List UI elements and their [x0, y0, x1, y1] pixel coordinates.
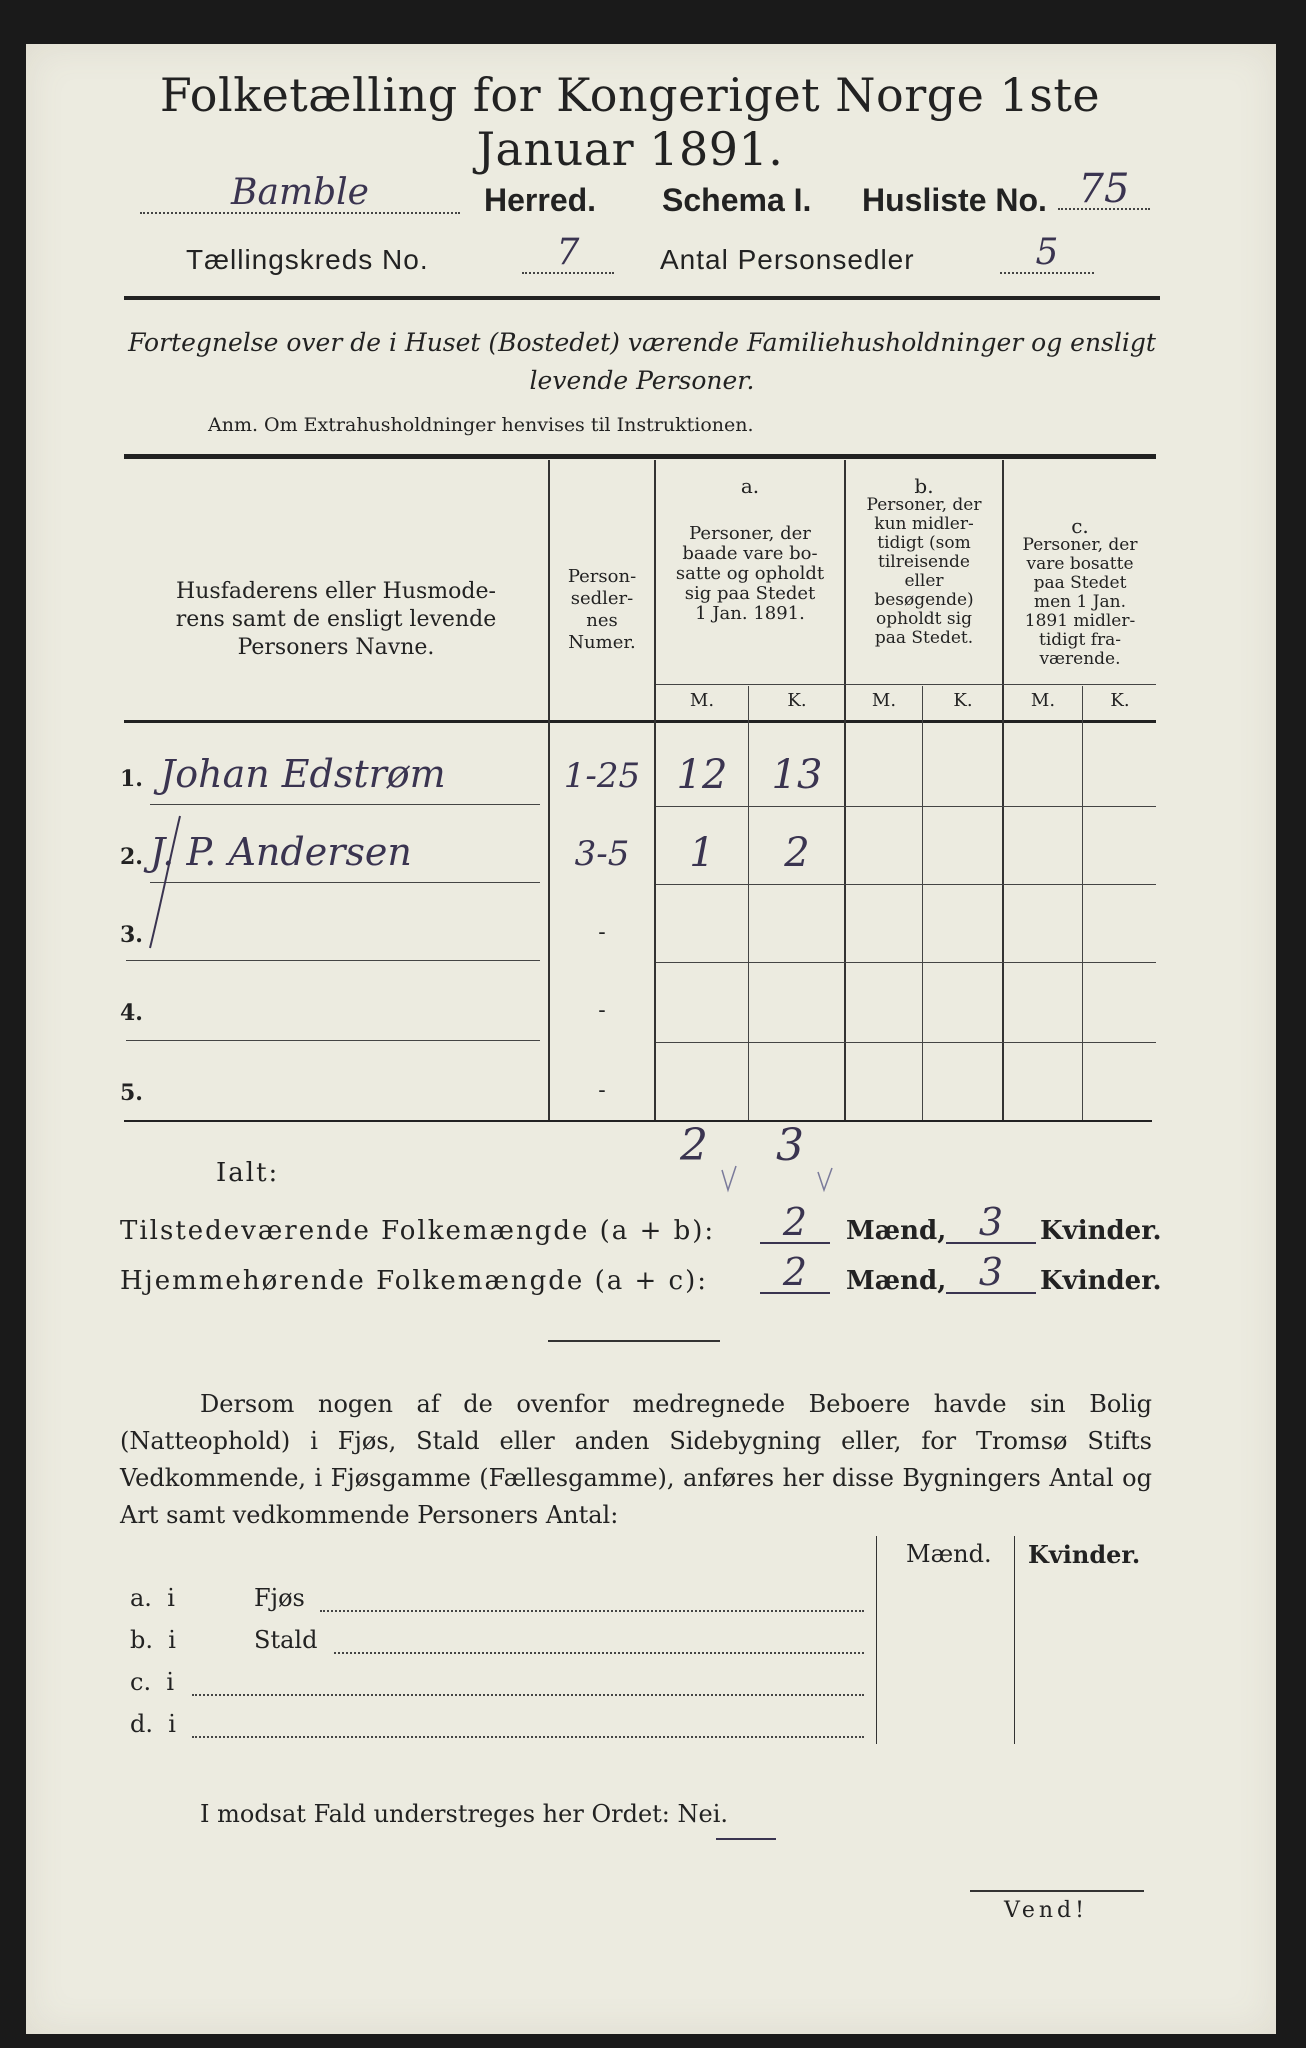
row-4-sedler: - [598, 998, 606, 1023]
item-d: d. i [130, 1710, 176, 1738]
col-a-letter: a. [740, 474, 760, 498]
row-4-number: 4. [120, 1000, 143, 1026]
ialt-k: 3 [776, 1120, 804, 1171]
hjemme-kvinder: Kvinder. [1040, 1266, 1162, 1296]
row-5-number: 5. [120, 1080, 143, 1106]
row-2-name: J. P. Andersen [150, 830, 412, 874]
table-top-rule [124, 454, 1156, 459]
row-5-sedler: - [598, 1078, 606, 1103]
check-marks [718, 1160, 838, 1196]
lower-kvinder-column: Kvinder. [1028, 1540, 1141, 1569]
table-bottom-rule [124, 1120, 1152, 1122]
mk-rule [656, 684, 1156, 685]
row-2-a-k: 2 [784, 830, 810, 876]
col-b-k-label: K. [953, 690, 973, 711]
row-1-name: Johan Edstrøm [160, 752, 446, 796]
row-1-name-rule [150, 804, 540, 805]
col-b-letter: b. [914, 474, 934, 498]
separator-rule [548, 1340, 720, 1342]
husliste-label: Husliste No. [862, 182, 1047, 218]
col-c-k-label: K. [1110, 690, 1130, 711]
col-divider-name [548, 460, 550, 1120]
row-1-rule [656, 806, 1156, 807]
ialt-m: 2 [680, 1120, 708, 1171]
item-a-label: Fjøs [254, 1584, 305, 1612]
row-1-a-k: 13 [771, 752, 823, 798]
row-2-sedler: 3-5 [574, 834, 630, 874]
lower-divider-2 [1014, 1536, 1015, 1744]
form-title: Folketælling for Kongeriget Norge 1ste Januar 1891. [159, 68, 1101, 176]
col-num-header: Person- sedler- nes Numer. [567, 566, 637, 653]
tilstede-maend: Mænd, [846, 1216, 947, 1246]
tilstede-m: 2 [760, 1200, 830, 1244]
hjemme-k: 3 [946, 1250, 1036, 1294]
hjemme-maend: Mænd, [846, 1266, 947, 1296]
col-c-letter: c. [1071, 514, 1089, 538]
herred-label: Herred. [484, 182, 597, 218]
row-2-a-m: 1 [689, 830, 715, 876]
header-rule [124, 296, 1160, 300]
col-divider-bm-bk [922, 686, 923, 1120]
col-b-m-label: M. [871, 690, 897, 711]
antal-value: 5 [1000, 232, 1094, 274]
modsat-text: I modsat Fald understreges her Ordet: Nei. [200, 1800, 729, 1828]
col-divider-cm-ck [1082, 686, 1083, 1120]
husliste-value: 75 [1058, 166, 1150, 210]
schema-label: Schema I. [662, 182, 812, 218]
item-a: a. i [130, 1584, 175, 1612]
col-a-header: Personer, der baade vare bo- satte og opholdt sig paa Stedet 1 Jan. 1891. [675, 523, 825, 624]
row-3-number: 3. [120, 922, 143, 948]
row-1-a-m: 12 [676, 752, 728, 798]
herred-value: Bamble [140, 172, 460, 214]
vend-rule [970, 1890, 1144, 1892]
tilstede-kvinder: Kvinder. [1040, 1216, 1162, 1246]
anm-note: Anm. Om Extrahusholdninger henvises til Instruktionen. [208, 414, 754, 436]
row-4-name-rule [126, 1040, 540, 1041]
tilstede-k: 3 [946, 1200, 1036, 1244]
kreds-value: 7 [522, 232, 614, 274]
item-b: b. i [130, 1626, 176, 1654]
item-c-dots [192, 1684, 864, 1696]
ialt-label: Ialt: [216, 1158, 280, 1188]
nei-underline [716, 1838, 776, 1840]
intro-line1: Fortegnelse over de i Huset (Bostedet) værende Familiehusholdninger og ensligt [128, 328, 1156, 357]
item-d-dots [192, 1726, 864, 1738]
item-b-label: Stald [254, 1626, 318, 1654]
row-2-rule [656, 884, 1156, 885]
item-c: c. i [130, 1668, 175, 1696]
col-name-header: Husfaderens eller Husmode- rens samt de ensligt levende Personers Navne. [175, 579, 497, 660]
hjemme-m: 2 [760, 1250, 830, 1294]
row-1-number: 1. [120, 766, 143, 792]
col-c-header: Personer, der vare bosatte paa Stedet men 1 Jan. 1891 midler- tidigt fra- værende. [1022, 535, 1138, 669]
col-divider-am-ak [748, 686, 749, 1120]
lower-divider-1 [876, 1536, 877, 1744]
col-a-m-label: M. [689, 690, 715, 711]
row-2-number: 2. [120, 844, 143, 870]
row-3-rule [656, 962, 1156, 963]
item-a-dots [320, 1600, 864, 1612]
handwriting-stroke [140, 808, 190, 958]
row-4-rule [656, 1042, 1156, 1043]
intro-line2: levende Personer. [529, 366, 755, 395]
col-c-m-label: M. [1030, 690, 1056, 711]
kreds-label: Tællingskreds No. [186, 244, 429, 275]
vend-text: Vend! [1004, 1898, 1088, 1923]
row-1-sedler: 1-25 [563, 756, 641, 796]
row-3-name-rule [126, 960, 540, 961]
row-3-sedler: - [598, 920, 606, 945]
hjemme-label: Hjemmehørende Folkemængde (a + c): [120, 1266, 708, 1296]
col-b-header: Personer, der kun midler- tidigt (som tilreisende eller besøgende) opholdt sig paa Stedet. [866, 495, 982, 648]
col-a-k-label: K. [787, 690, 807, 711]
tilstede-label: Tilstedeværende Folkemængde (a + b): [120, 1216, 716, 1246]
row-2-name-rule [150, 882, 540, 883]
antal-label: Antal Personsedler [660, 244, 915, 275]
lower-maend-column: Mænd. [906, 1540, 992, 1568]
item-b-dots [334, 1642, 864, 1654]
lower-paragraph: Dersom nogen af de ovenfor medregnede Beboere havde sin Bolig (Natteophold) i Fjøs, Stald eller anden Sidebygning eller, for Tromsø Stifts Vedkommende, i Fjøsgamme (Fællesgamme), anføres her disse Bygningers Antal og Art samt vedkommende Personers Antal: [120, 1390, 1152, 1529]
